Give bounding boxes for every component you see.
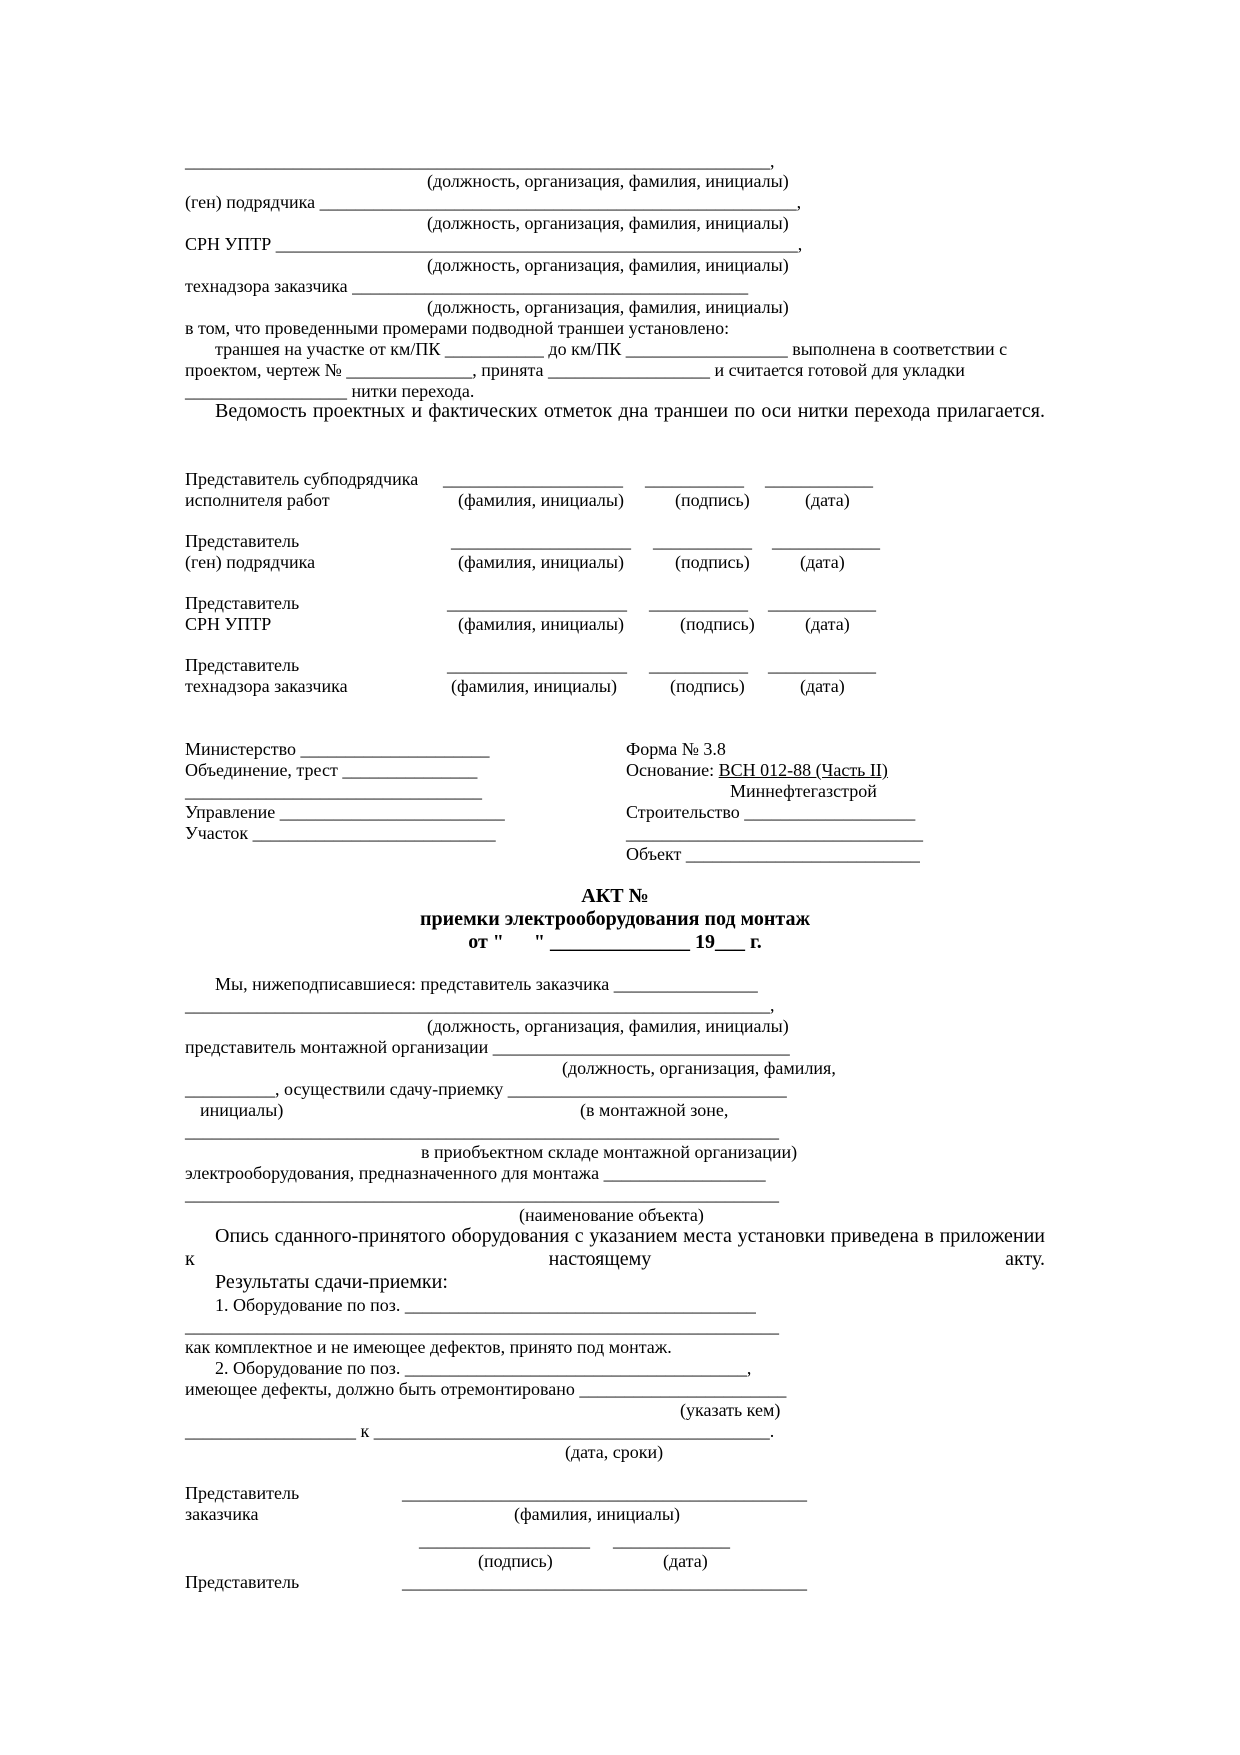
construction-field: Строительство ___________________ [626, 802, 916, 822]
sig-line: ____________________ [451, 531, 631, 551]
sig-caption: (фамилия, инициалы) [458, 552, 624, 572]
caption: (должность, организация, фамилия, инициалы) [427, 213, 789, 233]
sig-label: Представитель субподрядчика [185, 469, 419, 489]
sig-label: СРН УПТР [185, 614, 272, 634]
sig-line: ____________ [768, 593, 876, 613]
sig-caption: (дата) [805, 614, 850, 634]
sig-caption: (дата) [800, 676, 845, 696]
text-line: Мы, нижеподписавшиеся: представитель заказчика ________________ [215, 974, 758, 994]
blank-line: _________________________________________________________________, [185, 151, 775, 171]
caption: (наименование объекта) [519, 1205, 704, 1225]
act-date-line: от " " ______________ 19___ г. [468, 931, 762, 953]
text-line: представитель монтажной организации _________________________________ [185, 1037, 790, 1057]
sig-line: _____________________________________________ [402, 1483, 807, 1503]
caption: (в монтажной зоне, [580, 1100, 729, 1120]
sig-line: ____________________ [443, 469, 623, 489]
sig-line: ___________ [649, 593, 748, 613]
act-subtitle: приемки электрооборудования под монтаж [420, 908, 810, 930]
sig-caption: (подпись) [675, 490, 750, 510]
text-line: __________, осуществили сдачу-приемку _______________________________ [185, 1079, 787, 1099]
sig-line: _____________ [613, 1530, 730, 1550]
sig-label: Представитель [185, 1572, 300, 1592]
text-line: 2. Оборудование по поз. ______________________________________, [215, 1358, 752, 1378]
sig-caption: (подпись) [478, 1551, 553, 1571]
sig-line: ____________ [765, 469, 873, 489]
basis-line [626, 760, 888, 781]
ministry-field: Министерство _____________________ [185, 739, 490, 759]
caption: (должность, организация, фамилия, инициалы) [427, 1016, 789, 1036]
sig-label: исполнителя работ [185, 490, 330, 510]
sig-line: ___________ [645, 469, 744, 489]
blank-field: _________________________________ [626, 823, 923, 843]
sig-line: ____________ [772, 531, 880, 551]
ministry-short: Миннефтегазстрой [730, 781, 877, 801]
site-field: Участок ___________________________ [185, 823, 496, 843]
text-line: имеющее дефекты, должно быть отремонтировано _______________________ [185, 1379, 787, 1399]
sig-line: ____________________ [447, 593, 627, 613]
sig-label: Представитель [185, 655, 300, 675]
sig-caption: (дата) [800, 552, 845, 572]
results-heading: Результаты сдачи-приемки: [215, 1271, 448, 1293]
sig-line: ____________________ [447, 655, 627, 675]
basis-link[interactable]: ВСН 012-88 (Часть II) [718, 760, 888, 780]
sig-line: ___________ [653, 531, 752, 551]
text-line: __________________ нитки перехода. [185, 381, 475, 401]
sig-caption: (фамилия, инициалы) [514, 1504, 680, 1524]
sig-caption: (фамилия, инициалы) [458, 490, 624, 510]
directorate-field: Управление _________________________ [185, 802, 505, 822]
sig-caption: (подпись) [680, 614, 755, 634]
sig-caption: (подпись) [670, 676, 745, 696]
basis-label: Основание: [626, 760, 719, 780]
text-line: 1. Оборудование по поз. _______________________________________ [215, 1295, 756, 1315]
text-line: в том, что проведенными промерами подводной траншеи установлено: [185, 318, 730, 338]
caption: (должность, организация, фамилия, инициалы) [427, 297, 789, 317]
blank-line: _________________________________________________________________, [185, 995, 775, 1015]
sig-label: (ген) подрядчика [185, 552, 316, 572]
caption: (дата, сроки) [565, 1442, 664, 1462]
caption: в приобъектном складе монтажной организации) [421, 1142, 798, 1162]
sig-label: Представитель [185, 593, 300, 613]
text-line: траншея на участке от км/ПК ___________ до км/ПК __________________ выполнена в соответствии с [215, 339, 1008, 359]
customer-supervision-line: технадзора заказчика ____________________________________________ [185, 276, 749, 296]
sig-caption: (фамилия, инициалы) [451, 676, 617, 696]
caption: (должность, организация, фамилия, [562, 1058, 836, 1078]
attachment-paragraph: Ведомость проектных и фактических отметок дна траншеи по оси нитки перехода прилагается. [215, 400, 1045, 422]
blank-line: __________________________________________________________________ [185, 1184, 779, 1204]
blank-field: _________________________________ [185, 781, 482, 801]
inventory-paragraph: Опись сданного-принятого оборудования с указанием места установки приведена в приложении к настоящему акту. [185, 1225, 1045, 1270]
caption: (должность, организация, фамилия, инициалы) [427, 171, 789, 191]
caption: инициалы) [200, 1100, 284, 1120]
sig-caption: (дата) [663, 1551, 708, 1571]
text-line: ___________________ к ____________________________________________. [185, 1421, 775, 1441]
sig-label: Представитель [185, 1483, 300, 1503]
text-line: электрооборудования, предназначенного для монтажа __________________ [185, 1163, 766, 1183]
sig-label: заказчика [185, 1504, 259, 1524]
caption: (указать кем) [680, 1400, 781, 1420]
caption: (должность, организация, фамилия, инициалы) [427, 255, 789, 275]
form-number: Форма № 3.8 [626, 739, 726, 759]
text-line: проектом, чертеж № ______________, принята __________________ и считается готовой для укладки [185, 360, 965, 380]
blank-line: __________________________________________________________________ [185, 1316, 779, 1336]
sig-label: Представитель [185, 531, 300, 551]
srn-uptr-line: СРН УПТР __________________________________________________________, [185, 234, 803, 254]
sig-caption: (подпись) [675, 552, 750, 572]
sig-line: ___________________ [419, 1530, 590, 1550]
text-line: как комплектное и не имеющее дефектов, принято под монтаж. [185, 1337, 672, 1357]
gen-contractor-line: (ген) подрядчика _____________________________________________________, [185, 192, 802, 212]
sig-caption: (дата) [805, 490, 850, 510]
association-field: Объединение, трест _______________ [185, 760, 478, 780]
sig-line: ___________ [649, 655, 748, 675]
sig-label: технадзора заказчика [185, 676, 348, 696]
sig-line: ____________ [768, 655, 876, 675]
sig-line: _____________________________________________ [402, 1572, 807, 1592]
object-field: Объект __________________________ [626, 844, 920, 864]
blank-line: __________________________________________________________________ [185, 1121, 779, 1141]
act-title: АКТ № [581, 885, 649, 907]
sig-caption: (фамилия, инициалы) [458, 614, 624, 634]
